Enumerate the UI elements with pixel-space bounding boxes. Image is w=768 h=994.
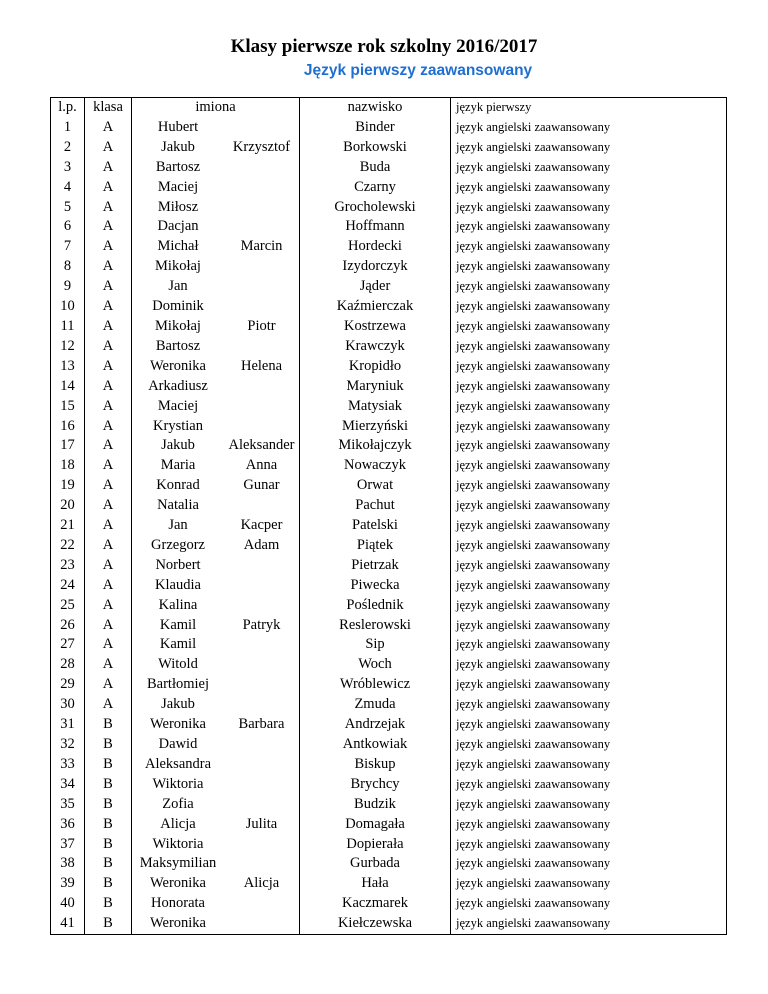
cell-first-name: Maciej [157, 178, 199, 195]
cell-surname: Buda [300, 158, 451, 178]
cell-language: język angielski zaawansowany [451, 178, 727, 198]
cell-surname: Izydorczyk [300, 257, 451, 277]
cell-klasa: A [85, 596, 132, 616]
cell-klasa: A [85, 516, 132, 536]
cell-first-name: Jakub [161, 437, 195, 454]
cell-second-name [224, 735, 300, 755]
cell-lp: 32 [51, 735, 85, 755]
students-table [50, 97, 727, 935]
cell-language: język angielski zaawansowany [451, 118, 727, 138]
cell-lp: 31 [51, 715, 85, 735]
header-nazwisko: nazwisko [300, 98, 451, 118]
table-row [51, 198, 727, 218]
cell-second-name: Anna [224, 456, 300, 476]
cell-klasa: A [85, 198, 132, 218]
cell-klasa: A [85, 317, 132, 337]
cell-first-name: Alicja [160, 815, 196, 832]
cell-lp: 4 [51, 178, 85, 198]
cell-language: język angielski zaawansowany [451, 297, 727, 317]
cell-klasa: A [85, 675, 132, 695]
header-lp: l.p. [51, 98, 85, 118]
cell-klasa: A [85, 655, 132, 675]
cell-surname: Wróblewicz [300, 675, 451, 695]
cell-language: język angielski zaawansowany [451, 854, 727, 874]
cell-first-name: Jakub [161, 696, 195, 713]
cell-second-name: Helena [224, 357, 300, 377]
cell-lp: 33 [51, 755, 85, 775]
table-row [51, 556, 727, 576]
cell-lp: 25 [51, 596, 85, 616]
cell-second-name [224, 755, 300, 775]
cell-lp: 3 [51, 158, 85, 178]
cell-lp: 39 [51, 874, 85, 894]
cell-surname: Andrzejak [300, 715, 451, 735]
cell-first-name: Kamil [159, 636, 197, 653]
table-row [51, 635, 727, 655]
cell-second-name: Adam [224, 536, 300, 556]
cell-first-name: Bartłomiej [146, 676, 209, 693]
cell-language: język angielski zaawansowany [451, 138, 727, 158]
table-row [51, 576, 727, 596]
cell-language: język angielski zaawansowany [451, 735, 727, 755]
cell-klasa: A [85, 456, 132, 476]
cell-surname: Piwecka [300, 576, 451, 596]
cell-lp: 29 [51, 675, 85, 695]
cell-language: język angielski zaawansowany [451, 417, 727, 437]
cell-language: język angielski zaawansowany [451, 357, 727, 377]
cell-second-name [224, 556, 300, 576]
cell-first-name: Grzegorz [151, 536, 205, 553]
cell-lp: 34 [51, 775, 85, 795]
cell-surname: Brychcy [300, 775, 451, 795]
table-row [51, 297, 727, 317]
cell-lp: 9 [51, 277, 85, 297]
table-row [51, 835, 727, 855]
cell-klasa: B [85, 835, 132, 855]
table-row [51, 695, 727, 715]
cell-language: język angielski zaawansowany [451, 795, 727, 815]
cell-klasa: B [85, 894, 132, 914]
table-header-row [51, 98, 727, 118]
cell-surname: Borkowski [300, 138, 451, 158]
cell-klasa: A [85, 496, 132, 516]
table-row [51, 377, 727, 397]
cell-first-name: Jan [168, 517, 188, 534]
cell-lp: 10 [51, 297, 85, 317]
cell-first-name: Maria [160, 457, 196, 474]
table-body [51, 118, 727, 935]
cell-language: język angielski zaawansowany [451, 217, 727, 237]
cell-language: język angielski zaawansowany [451, 476, 727, 496]
cell-surname: Zmuda [300, 695, 451, 715]
cell-language: język angielski zaawansowany [451, 397, 727, 417]
table-row [51, 655, 727, 675]
cell-lp: 38 [51, 854, 85, 874]
cell-first-name: Hubert [157, 118, 199, 135]
table-row [51, 775, 727, 795]
cell-lp: 24 [51, 576, 85, 596]
cell-language: język angielski zaawansowany [451, 655, 727, 675]
table-row [51, 397, 727, 417]
cell-klasa: A [85, 158, 132, 178]
cell-language: język angielski zaawansowany [451, 635, 727, 655]
header-imiona: imiona [132, 98, 300, 118]
cell-first-name: Mikołaj [155, 258, 201, 275]
cell-lp: 35 [51, 795, 85, 815]
table-row [51, 337, 727, 357]
cell-klasa: A [85, 217, 132, 237]
cell-klasa: A [85, 436, 132, 456]
cell-surname: Reslerowski [300, 616, 451, 636]
table-row [51, 237, 727, 257]
cell-first-name: Bartosz [155, 158, 201, 175]
cell-second-name [224, 795, 300, 815]
cell-surname: Kiełczewska [300, 914, 451, 934]
table-row [51, 317, 727, 337]
table-row [51, 755, 727, 775]
cell-second-name: Julita [224, 815, 300, 835]
cell-language: język angielski zaawansowany [451, 596, 727, 616]
cell-first-name: Klaudia [155, 576, 201, 593]
header-klasa: klasa [85, 98, 132, 118]
cell-second-name [224, 118, 300, 138]
cell-first-name: Aleksandra [144, 755, 212, 772]
table-row [51, 417, 727, 437]
cell-surname: Pietrzak [300, 556, 451, 576]
cell-second-name [224, 635, 300, 655]
cell-language: język angielski zaawansowany [451, 576, 727, 596]
cell-lp: 20 [51, 496, 85, 516]
cell-lp: 11 [51, 317, 85, 337]
table-row [51, 257, 727, 277]
table-row [51, 536, 727, 556]
cell-klasa: A [85, 616, 132, 636]
cell-klasa: B [85, 775, 132, 795]
cell-surname: Mikołajczyk [300, 436, 451, 456]
cell-lp: 22 [51, 536, 85, 556]
cell-surname: Biskup [300, 755, 451, 775]
cell-language: język angielski zaawansowany [451, 536, 727, 556]
cell-language: język angielski zaawansowany [451, 695, 727, 715]
cell-surname: Kropidło [300, 357, 451, 377]
cell-lp: 30 [51, 695, 85, 715]
cell-surname: Gurbada [300, 854, 451, 874]
cell-second-name: Piotr [224, 317, 300, 337]
cell-language: język angielski zaawansowany [451, 198, 727, 218]
cell-first-name: Witold [158, 656, 198, 673]
cell-second-name [224, 277, 300, 297]
cell-second-name [224, 894, 300, 914]
cell-language: język angielski zaawansowany [451, 874, 727, 894]
cell-second-name: Marcin [224, 237, 300, 257]
cell-first-name: Mikołaj [155, 317, 201, 334]
page-subtitle: Język pierwszy zaawansowany [303, 62, 533, 79]
cell-second-name [224, 775, 300, 795]
cell-second-name [224, 198, 300, 218]
cell-klasa: A [85, 576, 132, 596]
cell-first-name: Jakub [161, 138, 195, 155]
cell-klasa: B [85, 795, 132, 815]
cell-second-name [224, 158, 300, 178]
cell-second-name [224, 854, 300, 874]
cell-second-name: Krzysztof [224, 138, 300, 158]
cell-first-name: Bartosz [155, 337, 201, 354]
table-row [51, 795, 727, 815]
cell-lp: 21 [51, 516, 85, 536]
cell-language: język angielski zaawansowany [451, 835, 727, 855]
cell-lp: 41 [51, 914, 85, 934]
table-row [51, 496, 727, 516]
cell-lp: 13 [51, 357, 85, 377]
cell-language: język angielski zaawansowany [451, 257, 727, 277]
cell-klasa: A [85, 257, 132, 277]
cell-second-name [224, 217, 300, 237]
table-row [51, 675, 727, 695]
cell-first-name: Wiktoria [152, 775, 204, 792]
page-title: Klasy pierwsze rok szkolny 2016/2017 [230, 36, 538, 57]
cell-lp: 15 [51, 397, 85, 417]
cell-language: język angielski zaawansowany [451, 496, 727, 516]
cell-lp: 28 [51, 655, 85, 675]
cell-klasa: B [85, 874, 132, 894]
cell-second-name [224, 337, 300, 357]
cell-first-name: Kamil [159, 616, 197, 633]
cell-lp: 7 [51, 237, 85, 257]
cell-surname: Patelski [300, 516, 451, 536]
table-row [51, 217, 727, 237]
cell-second-name: Barbara [224, 715, 300, 735]
table-row [51, 178, 727, 198]
table-row [51, 456, 727, 476]
cell-first-name: Konrad [156, 477, 200, 494]
cell-second-name [224, 417, 300, 437]
table-row [51, 436, 727, 456]
cell-first-name: Weronika [149, 716, 206, 733]
cell-second-name [224, 178, 300, 198]
cell-lp: 2 [51, 138, 85, 158]
cell-first-name: Honorata [151, 895, 205, 912]
cell-lp: 8 [51, 257, 85, 277]
cell-lp: 37 [51, 835, 85, 855]
cell-klasa: A [85, 237, 132, 257]
cell-language: język angielski zaawansowany [451, 556, 727, 576]
cell-second-name: Alicja [224, 874, 300, 894]
table-row [51, 854, 727, 874]
cell-language: język angielski zaawansowany [451, 616, 727, 636]
cell-second-name: Patryk [224, 616, 300, 636]
cell-klasa: A [85, 377, 132, 397]
cell-second-name [224, 655, 300, 675]
cell-second-name [224, 596, 300, 616]
cell-first-name: Norbert [155, 556, 201, 573]
table-row [51, 874, 727, 894]
cell-klasa: A [85, 337, 132, 357]
cell-second-name: Kacper [224, 516, 300, 536]
cell-language: język angielski zaawansowany [451, 815, 727, 835]
cell-lp: 23 [51, 556, 85, 576]
cell-klasa: A [85, 178, 132, 198]
cell-second-name [224, 297, 300, 317]
cell-klasa: A [85, 556, 132, 576]
cell-surname: Krawczyk [300, 337, 451, 357]
table-row [51, 815, 727, 835]
cell-language: język angielski zaawansowany [451, 377, 727, 397]
cell-language: język angielski zaawansowany [451, 317, 727, 337]
cell-klasa: A [85, 297, 132, 317]
cell-language: język angielski zaawansowany [451, 337, 727, 357]
cell-first-name: Dominik [152, 298, 204, 315]
cell-lp: 18 [51, 456, 85, 476]
cell-lp: 27 [51, 635, 85, 655]
cell-surname: Kaźmierczak [300, 297, 451, 317]
cell-second-name [224, 257, 300, 277]
cell-language: język angielski zaawansowany [451, 237, 727, 257]
cell-lp: 12 [51, 337, 85, 357]
cell-klasa: B [85, 715, 132, 735]
cell-surname: Jąder [300, 277, 451, 297]
cell-language: język angielski zaawansowany [451, 277, 727, 297]
cell-lp: 6 [51, 217, 85, 237]
cell-surname: Matysiak [300, 397, 451, 417]
header-jezyk: język pierwszy [451, 98, 727, 118]
cell-klasa: A [85, 695, 132, 715]
cell-first-name: Zofia [162, 795, 194, 812]
cell-second-name [224, 835, 300, 855]
cell-first-name: Miłosz [157, 198, 199, 215]
cell-second-name [224, 496, 300, 516]
cell-first-name: Arkadiusz [148, 377, 208, 394]
cell-second-name [224, 377, 300, 397]
cell-surname: Kaczmarek [300, 894, 451, 914]
cell-language: język angielski zaawansowany [451, 914, 727, 934]
cell-second-name: Aleksander [224, 436, 300, 456]
cell-second-name [224, 914, 300, 934]
cell-first-name: Weronika [149, 875, 206, 892]
cell-language: język angielski zaawansowany [451, 158, 727, 178]
table-row [51, 596, 727, 616]
table-row [51, 715, 727, 735]
cell-lp: 40 [51, 894, 85, 914]
cell-klasa: B [85, 914, 132, 934]
cell-language: język angielski zaawansowany [451, 894, 727, 914]
cell-first-name: Maciej [157, 397, 199, 414]
cell-second-name [224, 576, 300, 596]
cell-surname: Orwat [300, 476, 451, 496]
cell-surname: Grocholewski [300, 198, 451, 218]
cell-surname: Hała [300, 874, 451, 894]
cell-lp: 19 [51, 476, 85, 496]
table-row [51, 357, 727, 377]
cell-first-name: Kalina [158, 596, 198, 613]
table-row [51, 516, 727, 536]
cell-first-name: Natalia [157, 497, 199, 514]
cell-surname: Mierzyński [300, 417, 451, 437]
cell-surname: Kostrzewa [300, 317, 451, 337]
cell-klasa: A [85, 476, 132, 496]
cell-surname: Binder [300, 118, 451, 138]
cell-klasa: A [85, 417, 132, 437]
cell-klasa: B [85, 815, 132, 835]
cell-language: język angielski zaawansowany [451, 436, 727, 456]
cell-surname: Dopierała [300, 835, 451, 855]
cell-surname: Piątek [300, 536, 451, 556]
cell-surname: Czarny [300, 178, 451, 198]
cell-lp: 26 [51, 616, 85, 636]
table-row [51, 894, 727, 914]
cell-language: język angielski zaawansowany [451, 516, 727, 536]
cell-surname: Nowaczyk [300, 456, 451, 476]
table-row [51, 138, 727, 158]
cell-language: język angielski zaawansowany [451, 456, 727, 476]
table-row [51, 735, 727, 755]
cell-first-name: Weronika [132, 914, 225, 934]
cell-surname: Domagała [300, 815, 451, 835]
cell-first-name: Krystian [153, 417, 203, 434]
cell-klasa: A [85, 357, 132, 377]
cell-second-name [224, 675, 300, 695]
cell-surname: Poślednik [300, 596, 451, 616]
cell-klasa: A [85, 397, 132, 417]
cell-first-name: Maksymilian [139, 855, 217, 872]
cell-klasa: B [85, 755, 132, 775]
cell-surname: Budzik [300, 795, 451, 815]
cell-lp: 36 [51, 815, 85, 835]
table-row [51, 118, 727, 138]
table-row [51, 158, 727, 178]
cell-lp: 1 [51, 118, 85, 138]
cell-klasa: B [85, 735, 132, 755]
cell-klasa: A [85, 635, 132, 655]
cell-first-name: Dawid [158, 736, 198, 752]
table-row [51, 616, 727, 636]
cell-lp: 5 [51, 198, 85, 218]
cell-language: język angielski zaawansowany [451, 675, 727, 695]
cell-lp: 14 [51, 377, 85, 397]
cell-language: język angielski zaawansowany [451, 775, 727, 795]
cell-klasa: B [85, 854, 132, 874]
cell-klasa: A [85, 118, 132, 138]
cell-first-name: Jan [168, 278, 188, 295]
cell-klasa: A [85, 138, 132, 158]
cell-language: język angielski zaawansowany [451, 715, 727, 735]
cell-surname: Hordecki [300, 237, 451, 257]
cell-klasa: A [85, 277, 132, 297]
table-row [51, 476, 727, 496]
cell-second-name [224, 695, 300, 715]
cell-surname: Antkowiak [300, 735, 451, 755]
cell-klasa: A [85, 536, 132, 556]
cell-second-name [224, 397, 300, 417]
cell-lp: 17 [51, 436, 85, 456]
table-row [51, 277, 727, 297]
cell-surname: Hoffmann [300, 217, 451, 237]
cell-second-name: Gunar [224, 476, 300, 496]
cell-language: język angielski zaawansowany [451, 755, 727, 775]
cell-surname: Maryniuk [300, 377, 451, 397]
cell-surname: Pachut [300, 496, 451, 516]
cell-first-name: Wiktoria [152, 835, 204, 852]
cell-first-name: Michał [157, 238, 199, 255]
cell-first-name: Dacjan [157, 218, 199, 235]
cell-surname: Sip [300, 635, 451, 655]
cell-first-name: Weronika [149, 357, 206, 374]
table-row [51, 914, 727, 934]
cell-surname: Woch [300, 655, 451, 675]
cell-lp: 16 [51, 417, 85, 437]
